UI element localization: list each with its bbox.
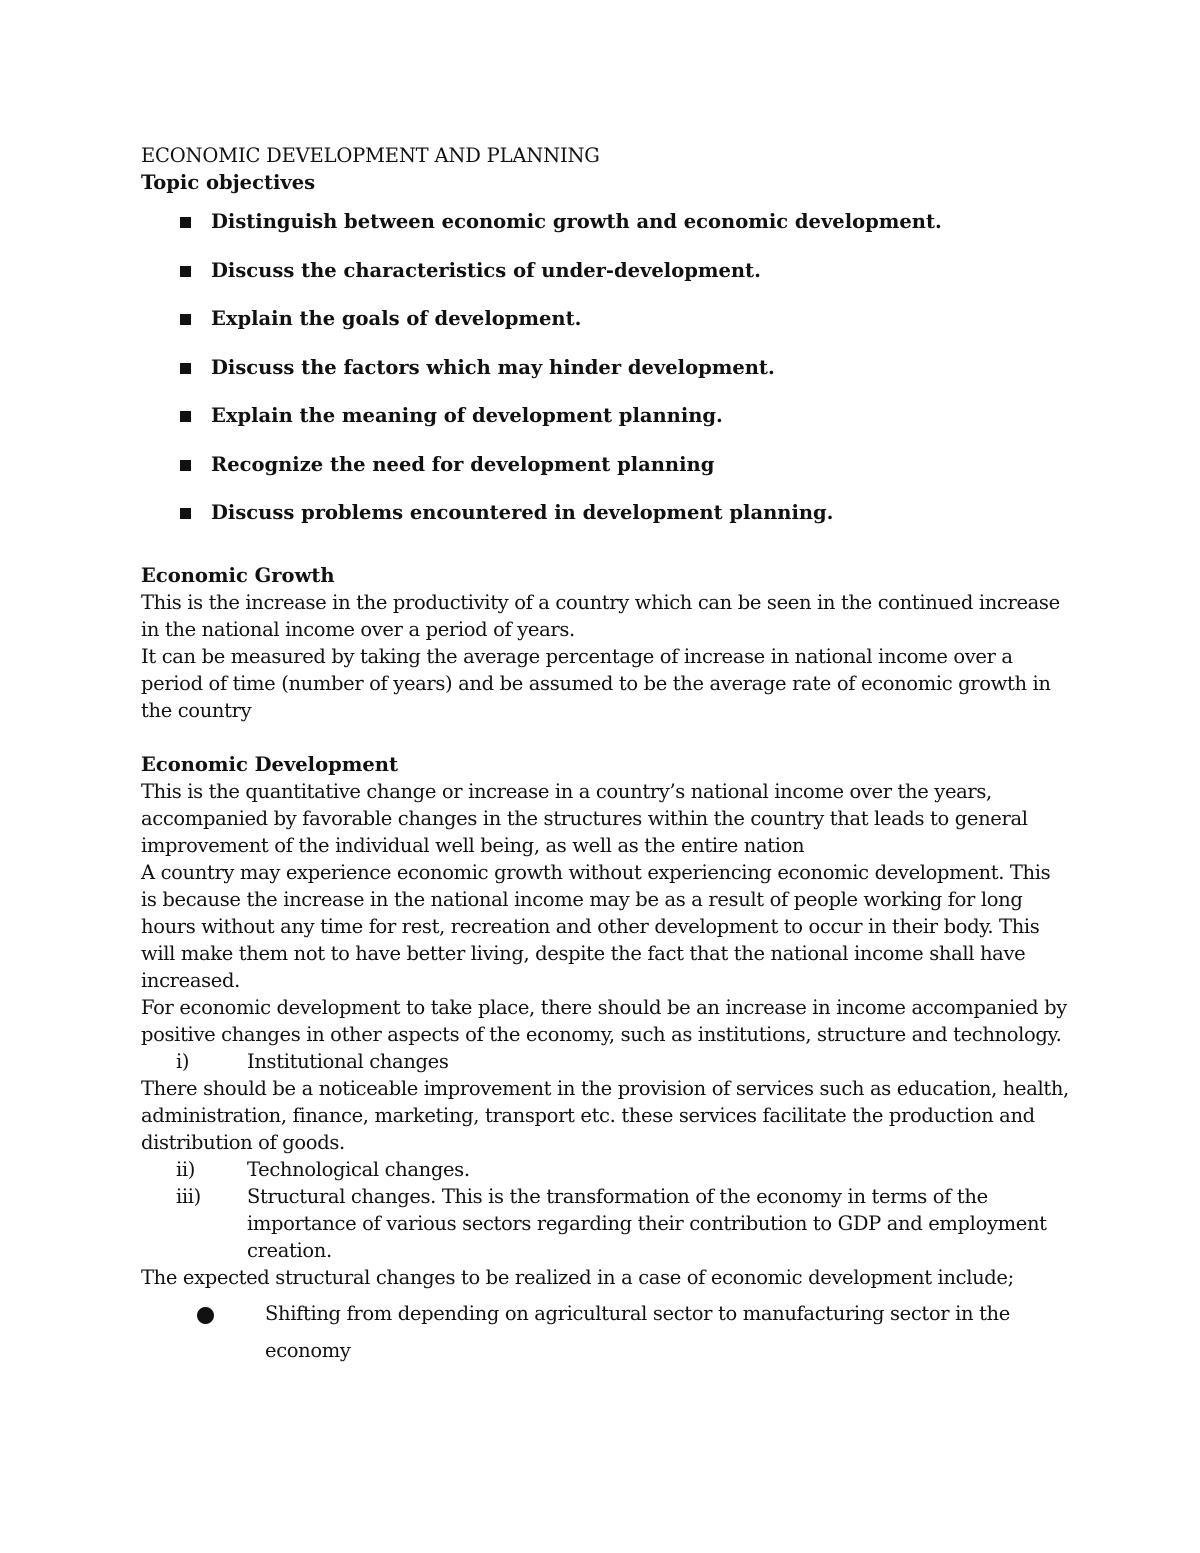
bullet-text: Shifting from depending on agricultural sector to manufacturing sector in the economy [265, 1301, 1010, 1362]
square-bullet-icon [180, 363, 191, 374]
document-body [141, 142, 1071, 1369]
development-paragraph-2: A country may experience economic growth without experiencing economic development. This is because the increase in the national income may be as a result of people working for long hours without any time for rest, recreation and other development to occur in their body. This will make them not to have better living, despite the fact that the national income shall have increased. [141, 860, 1051, 992]
development-paragraph-5: The expected structural changes to be realized in a case of economic development include; [141, 1265, 1014, 1289]
item-number: ii) [176, 1157, 196, 1181]
structural-change-bullet [141, 1295, 1071, 1369]
growth-paragraph-2: It can be measured by taking the average percentage of increase in national income over a period of time (number of years) and be assumed to be the average rate of economic growth in the country [141, 644, 1051, 722]
development-paragraph-3: For economic development to take place, there should be an increase in income accompanied by positive changes in other aspects of the economy, such as institutions, structure and technology. [141, 995, 1067, 1046]
objective-text: Discuss the factors which may hinder development. [211, 355, 775, 379]
square-bullet-icon [180, 508, 191, 519]
objective-text: Distinguish between economic growth and economic development. [211, 210, 942, 233]
square-bullet-icon [180, 217, 191, 228]
square-bullet-icon [180, 266, 191, 277]
development-paragraph-4: There should be a noticeable improvement in the provision of services such as education, health, administration, finance, marketing, transport etc. these services facilitate the production and distribution of goods. [141, 1076, 1069, 1154]
development-paragraph-1: This is the quantitative change or increase in a country’s national income over the years, accompanied by favorable changes in the structures within the country that leads to general improvement of the individual well being, as well as the entire nation [141, 779, 1028, 857]
objective-item [141, 402, 1071, 451]
objective-text: Recognize the need for development planning [211, 452, 715, 476]
objective-item [141, 451, 1071, 500]
objective-item [141, 257, 1071, 306]
numbered-item-institutional [141, 1048, 1071, 1075]
objective-text: Discuss problems encountered in development planning. [211, 501, 834, 524]
square-bullet-icon [180, 460, 191, 471]
objectives-heading: Topic objectives [141, 171, 316, 194]
growth-paragraph-1: This is the increase in the productivity of a country which can be seen in the continued increase in the national income over a period of years. [141, 590, 1060, 641]
economic-development-heading: Economic Development [141, 752, 398, 776]
numbered-item-structural [141, 1183, 1071, 1264]
item-number: i) [176, 1049, 190, 1073]
square-bullet-icon [180, 411, 191, 422]
objectives-list [141, 208, 1071, 548]
objective-item [141, 354, 1071, 403]
objective-item [141, 208, 1071, 257]
objective-text: Discuss the characteristics of under-development. [211, 258, 761, 282]
circle-bullet-icon [197, 1307, 214, 1324]
objective-item [141, 305, 1071, 354]
objective-text: Explain the meaning of development planning. [211, 404, 723, 427]
document-title: ECONOMIC DEVELOPMENT AND PLANNING [141, 144, 600, 167]
item-number: iii) [176, 1184, 201, 1208]
economic-growth-heading: Economic Growth [141, 563, 335, 587]
objective-text: Explain the goals of development. [211, 307, 582, 330]
square-bullet-icon [180, 314, 191, 325]
item-text: Institutional changes [247, 1049, 449, 1073]
numbered-item-technological [141, 1156, 1071, 1183]
item-text: Structural changes. This is the transformation of the economy in terms of the importance of various sectors regarding their contribution to GDP and employment creation. [247, 1184, 1047, 1262]
item-text: Technological changes. [247, 1157, 470, 1181]
objective-item [141, 499, 1071, 548]
